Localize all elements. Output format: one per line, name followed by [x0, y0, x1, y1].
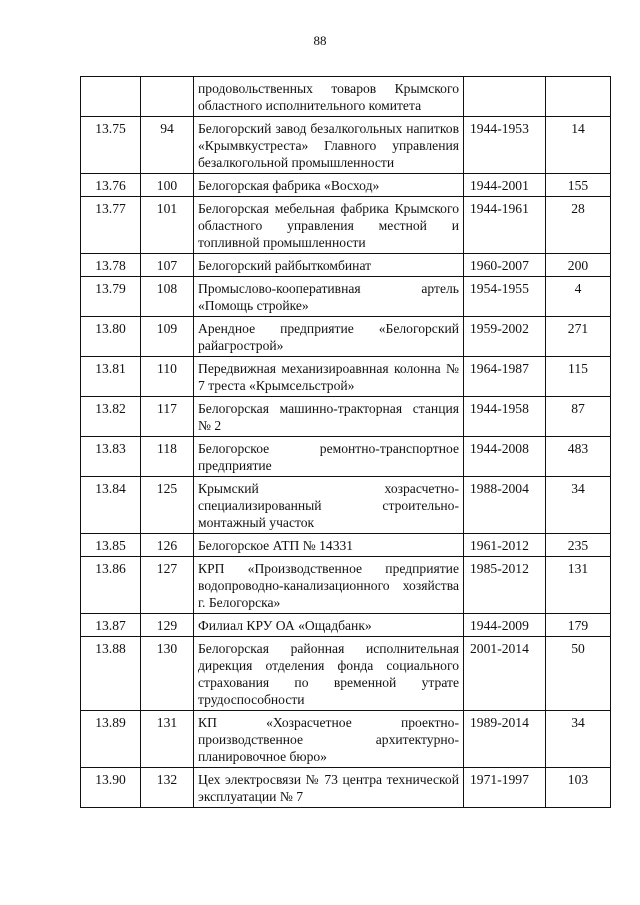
row-number-cell: 13.85: [81, 534, 141, 557]
years-cell: 1971-1997: [464, 768, 546, 808]
table-row: [81, 534, 611, 557]
table-row: [81, 477, 611, 534]
row-number-cell: 13.90: [81, 768, 141, 808]
fund-number-cell: 94: [141, 117, 194, 174]
table-row: [81, 317, 611, 357]
years-cell: 1944-2001: [464, 174, 546, 197]
years-cell: 1960-2007: [464, 254, 546, 277]
fund-number-cell: 117: [141, 397, 194, 437]
row-number-cell: 13.83: [81, 437, 141, 477]
row-number-cell: 13.81: [81, 357, 141, 397]
row-number-cell: 13.76: [81, 174, 141, 197]
units-count-cell: 14: [546, 117, 611, 174]
table-row: [81, 437, 611, 477]
row-number-cell: [81, 77, 141, 117]
table-row: [81, 768, 611, 808]
row-number-cell: 13.79: [81, 277, 141, 317]
table-row: [81, 174, 611, 197]
row-number-cell: 13.87: [81, 614, 141, 637]
table-row: [81, 557, 611, 614]
years-cell: 1959-2002: [464, 317, 546, 357]
table-row: [81, 117, 611, 174]
fund-number-cell: 107: [141, 254, 194, 277]
fund-name-cell: Белогорская машинно-тракторная станция № 2: [194, 397, 464, 437]
years-cell: 1944-1961: [464, 197, 546, 254]
fund-name-cell: Промыслово-кооперативная артель «Помощь стройке»: [194, 277, 464, 317]
units-count-cell: 179: [546, 614, 611, 637]
fund-number-cell: [141, 77, 194, 117]
units-count-cell: 235: [546, 534, 611, 557]
row-number-cell: 13.80: [81, 317, 141, 357]
fund-name-cell: Крымский хозрасчетно-специализированный строительно-монтажный участок: [194, 477, 464, 534]
years-cell: 1988-2004: [464, 477, 546, 534]
fund-name-cell: Белогорское АТП № 14331: [194, 534, 464, 557]
fund-name-cell: Арендное предприятие «Белогорский райагрострой»: [194, 317, 464, 357]
fund-number-cell: 129: [141, 614, 194, 637]
table-row: [81, 397, 611, 437]
units-count-cell: 271: [546, 317, 611, 357]
years-cell: 1961-2012: [464, 534, 546, 557]
fund-name-cell: КРП «Производственное предприятие водопроводно-канализационного хозяйства г. Белогорска»: [194, 557, 464, 614]
row-number-cell: 13.82: [81, 397, 141, 437]
units-count-cell: 50: [546, 637, 611, 711]
units-count-cell: 200: [546, 254, 611, 277]
fund-name-cell: Передвижная механизироавнная колонна № 7 треста «Крымсельстрой»: [194, 357, 464, 397]
fund-number-cell: 130: [141, 637, 194, 711]
table-row: [81, 277, 611, 317]
table-row: [81, 614, 611, 637]
table-row: [81, 357, 611, 397]
units-count-cell: 28: [546, 197, 611, 254]
fund-number-cell: 110: [141, 357, 194, 397]
fund-number-cell: 108: [141, 277, 194, 317]
fund-number-cell: 125: [141, 477, 194, 534]
years-cell: 1944-1953: [464, 117, 546, 174]
years-cell: 1964-1987: [464, 357, 546, 397]
table-body: [81, 77, 611, 808]
fund-number-cell: 101: [141, 197, 194, 254]
fund-name-cell: Белогорская мебельная фабрика Крымского областного управления местной и топливной промышленности: [194, 197, 464, 254]
fund-name-cell: Филиал КРУ ОА «Ощадбанк»: [194, 614, 464, 637]
fund-number-cell: 109: [141, 317, 194, 357]
table-row: [81, 197, 611, 254]
years-cell: 1989-2014: [464, 711, 546, 768]
fund-name-cell: Белогорский завод безалкогольных напитков «Крымвкустреста» Главного управления безалкогольной промышленности: [194, 117, 464, 174]
fund-name-cell: Белогорская фабрика «Восход»: [194, 174, 464, 197]
years-cell: 1985-2012: [464, 557, 546, 614]
table-row: [81, 711, 611, 768]
fund-name-cell: продовольственных товаров Крымского областного исполнительного комитета: [194, 77, 464, 117]
table-row: [81, 77, 611, 117]
row-number-cell: 13.84: [81, 477, 141, 534]
fund-number-cell: 126: [141, 534, 194, 557]
units-count-cell: 87: [546, 397, 611, 437]
units-count-cell: [546, 77, 611, 117]
row-number-cell: 13.86: [81, 557, 141, 614]
row-number-cell: 13.89: [81, 711, 141, 768]
years-cell: 1944-2008: [464, 437, 546, 477]
fund-number-cell: 127: [141, 557, 194, 614]
units-count-cell: 155: [546, 174, 611, 197]
units-count-cell: 483: [546, 437, 611, 477]
years-cell: 2001-2014: [464, 637, 546, 711]
fund-name-cell: Белогорское ремонтно-транспортное предприятие: [194, 437, 464, 477]
row-number-cell: 13.88: [81, 637, 141, 711]
units-count-cell: 131: [546, 557, 611, 614]
fund-number-cell: 131: [141, 711, 194, 768]
years-cell: 1944-2009: [464, 614, 546, 637]
units-count-cell: 103: [546, 768, 611, 808]
years-cell: 1954-1955: [464, 277, 546, 317]
units-count-cell: 34: [546, 711, 611, 768]
row-number-cell: 13.77: [81, 197, 141, 254]
fund-name-cell: Белогорский райбыткомбинат: [194, 254, 464, 277]
fund-number-cell: 100: [141, 174, 194, 197]
fund-name-cell: КП «Хозрасчетное проектно-производственное архитектурно-планировочное бюро»: [194, 711, 464, 768]
years-cell: 1944-1958: [464, 397, 546, 437]
years-cell: [464, 77, 546, 117]
fund-name-cell: Белогорская районная исполнительная дирекция отделения фонда социального страхования по временной утрате трудоспособности: [194, 637, 464, 711]
row-number-cell: 13.78: [81, 254, 141, 277]
units-count-cell: 34: [546, 477, 611, 534]
archive-fund-table: [80, 76, 611, 808]
table-row: [81, 637, 611, 711]
fund-number-cell: 132: [141, 768, 194, 808]
table-row: [81, 254, 611, 277]
units-count-cell: 4: [546, 277, 611, 317]
units-count-cell: 115: [546, 357, 611, 397]
fund-number-cell: 118: [141, 437, 194, 477]
fund-name-cell: Цех электросвязи № 73 центра технической эксплуатации № 7: [194, 768, 464, 808]
row-number-cell: 13.75: [81, 117, 141, 174]
page-number: 88: [313, 33, 327, 48]
